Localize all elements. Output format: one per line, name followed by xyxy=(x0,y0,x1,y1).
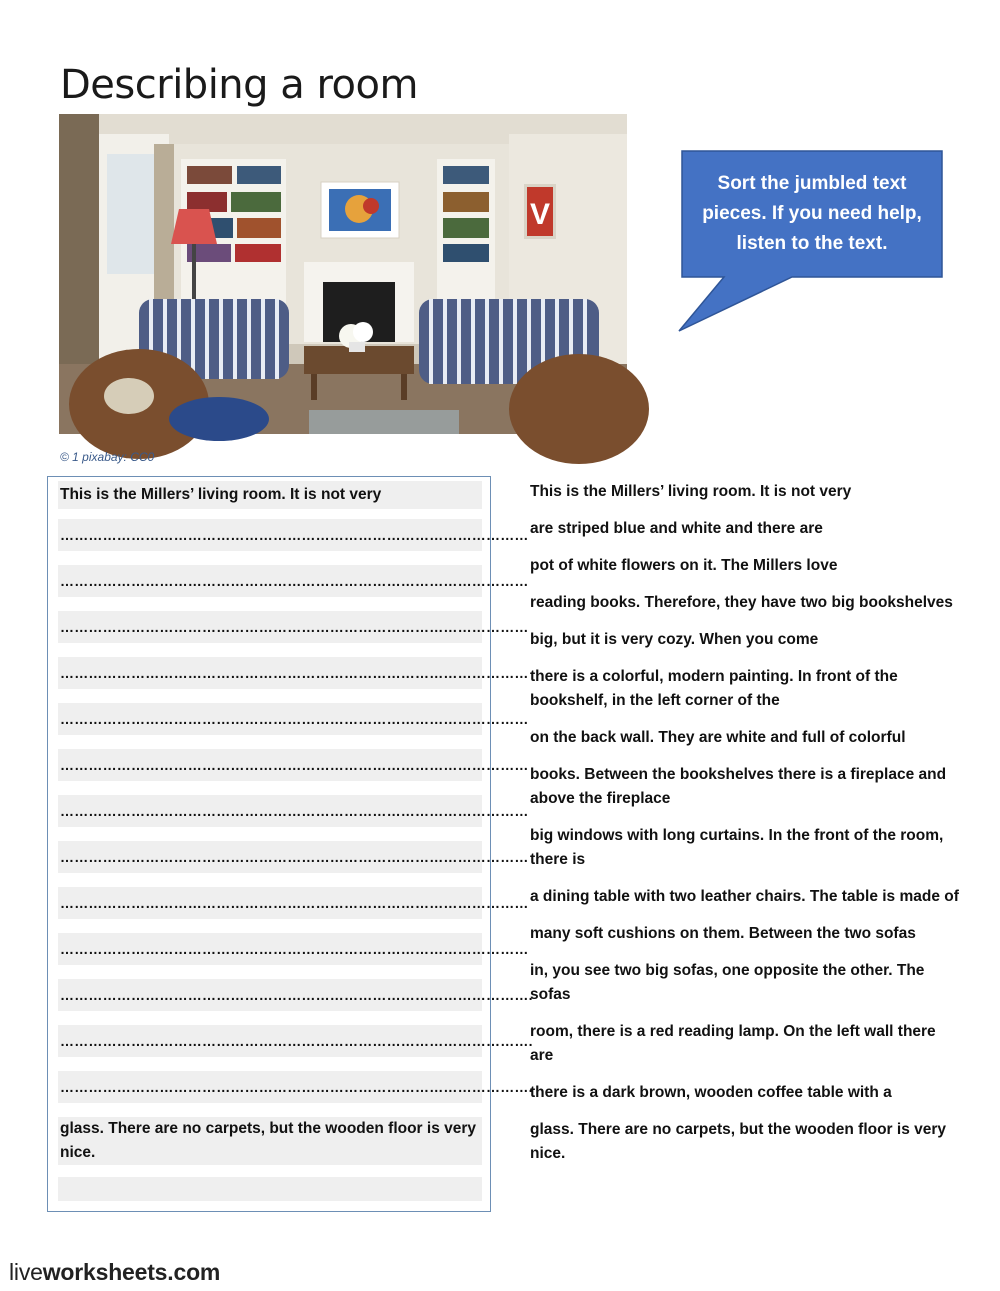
answer-slot-1[interactable]: This is the Millers’ living room. It is not very xyxy=(58,481,482,509)
answer-slot-15[interactable]: glass. There are no carpets, but the wooden floor is very nice. xyxy=(58,1117,482,1165)
text-piece[interactable]: many soft cushions on them. Between the two sofas xyxy=(530,925,916,942)
photo-caption: © 1 pixabay: CC0 xyxy=(60,450,155,464)
text-piece[interactable]: pot of white flowers on it. The Millers love xyxy=(530,557,838,574)
answer-slot-9[interactable]: ……………………………………………………………………………………… xyxy=(58,841,482,873)
answer-slot-4[interactable]: ……………………………………………………………………………………… xyxy=(58,611,482,643)
text-piece[interactable]: in, you see two big sofas, one opposite the other. The sofas xyxy=(530,962,925,1003)
page-title: Describing a room xyxy=(60,62,418,108)
answer-slot-14[interactable]: ………………………………………………………………………………………. xyxy=(58,1071,482,1103)
text-piece[interactable]: big, but it is very cozy. When you come xyxy=(530,631,819,648)
text-piece[interactable]: big windows with long curtains. In the front of the room, there is xyxy=(530,827,944,868)
answer-slot-6[interactable]: ……………………………………………………………………………………… xyxy=(58,703,482,735)
answer-slot-2[interactable]: ……………………………………………………………………………………… xyxy=(58,519,482,551)
text-piece[interactable]: there is a dark brown, wooden coffee table with a xyxy=(530,1084,892,1101)
answer-slot-11[interactable]: ……………………………………………………………………………………… xyxy=(58,933,482,965)
svg-text:V: V xyxy=(529,198,551,231)
answer-slot-10[interactable]: ……………………………………………………………………………………… xyxy=(58,887,482,919)
answer-slot-12[interactable]: ………………………………………………………………………………………. xyxy=(58,979,482,1011)
answer-slot-8[interactable]: ……………………………………………………………………………………… xyxy=(58,795,482,827)
answer-slot-7[interactable]: ……………………………………………………………………………………… xyxy=(58,749,482,781)
jumbled-pieces-list xyxy=(530,480,960,1179)
answer-slot-13[interactable]: ………………………………………………………………………………………. xyxy=(58,1025,482,1057)
text-piece[interactable]: This is the Millers’ living room. It is not very xyxy=(530,483,852,500)
living-room-photo xyxy=(59,114,627,434)
answer-slot-3[interactable]: ……………………………………………………………………………………… xyxy=(58,565,482,597)
answer-slot-5[interactable]: ……………………………………………………………………………………… xyxy=(58,657,482,689)
liveworksheets-logo: liveworksheets.com xyxy=(9,1259,221,1285)
answer-slot-16[interactable] xyxy=(58,1177,482,1201)
instruction-text: Sort the jumbled text pieces. If you need help, listen to the text. xyxy=(702,173,922,254)
text-piece[interactable]: books. Between the bookshelves there is a fireplace and above the fireplace xyxy=(530,766,947,807)
text-piece[interactable]: there is a colorful, modern painting. In front of the bookshelf, in the left corner of the xyxy=(530,668,898,709)
text-piece[interactable]: glass. There are no carpets, but the wooden floor is very nice. xyxy=(530,1121,947,1162)
answer-area xyxy=(47,476,533,1212)
text-piece[interactable]: room, there is a red reading lamp. On the left wall there are xyxy=(530,1023,936,1064)
text-piece[interactable]: are striped blue and white and there are xyxy=(530,520,823,537)
text-piece[interactable]: reading books. Therefore, they have two big bookshelves xyxy=(530,594,953,611)
text-piece[interactable]: on the back wall. They are white and full of colorful xyxy=(530,729,906,746)
text-piece[interactable]: a dining table with two leather chairs. The table is made of xyxy=(530,888,959,905)
